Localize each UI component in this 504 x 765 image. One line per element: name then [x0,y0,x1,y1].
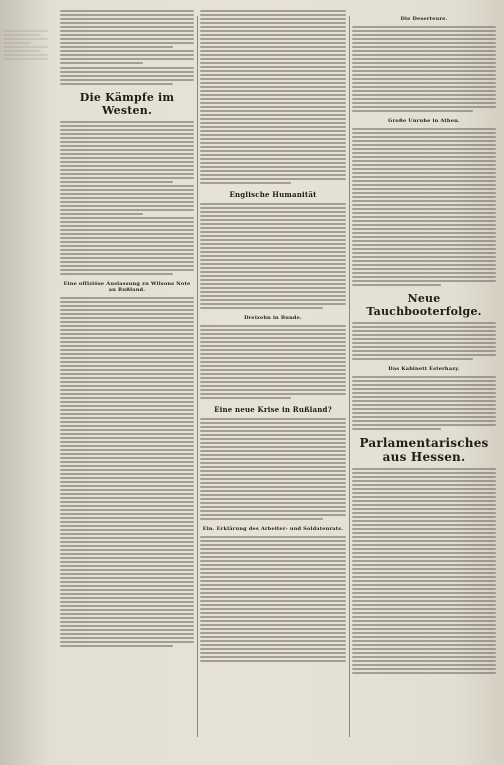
headline: Die Kämpfe im Westen. [79,91,175,117]
text-block [60,10,194,64]
headline: Eine offiziöse Auslassung zu Wilsons Note an Rußland. [63,281,191,293]
headline: Ein. Erklärung des Arbeiter- und Soldatenrats. [202,526,344,532]
column-3 [352,10,496,745]
text-block [200,325,346,399]
column-1 [60,10,194,745]
text-block [200,10,346,184]
headline: Große Unruhe in Athen. [388,118,460,124]
page-fold-shadow [0,0,52,765]
text-block [200,418,346,520]
text-block [352,376,496,430]
column-rule-1 [197,16,198,737]
text-block [60,121,194,275]
headline: Neue Tauchbooterfolge. [366,292,482,318]
text-block [352,322,496,360]
headline: Die Deserteure. [400,16,448,22]
text-block [352,468,496,674]
headline: Dreizehn in Bunde. [244,315,302,321]
headline: Eine neue Krise in Rußland? [214,405,332,414]
headline: Englische Humanität [229,190,317,199]
headline: Das Kabinett Esterhazy. [388,366,460,372]
text-block [352,26,496,112]
text-block [60,67,194,85]
text-block [60,297,194,647]
bleed-through-text [4,30,48,60]
column-rule-2 [349,16,350,737]
text-block [200,203,346,309]
column-2 [200,10,346,745]
headline: Parlamentarisches aus Hessen. [359,436,489,464]
text-block [200,536,346,662]
text-block [352,128,496,286]
